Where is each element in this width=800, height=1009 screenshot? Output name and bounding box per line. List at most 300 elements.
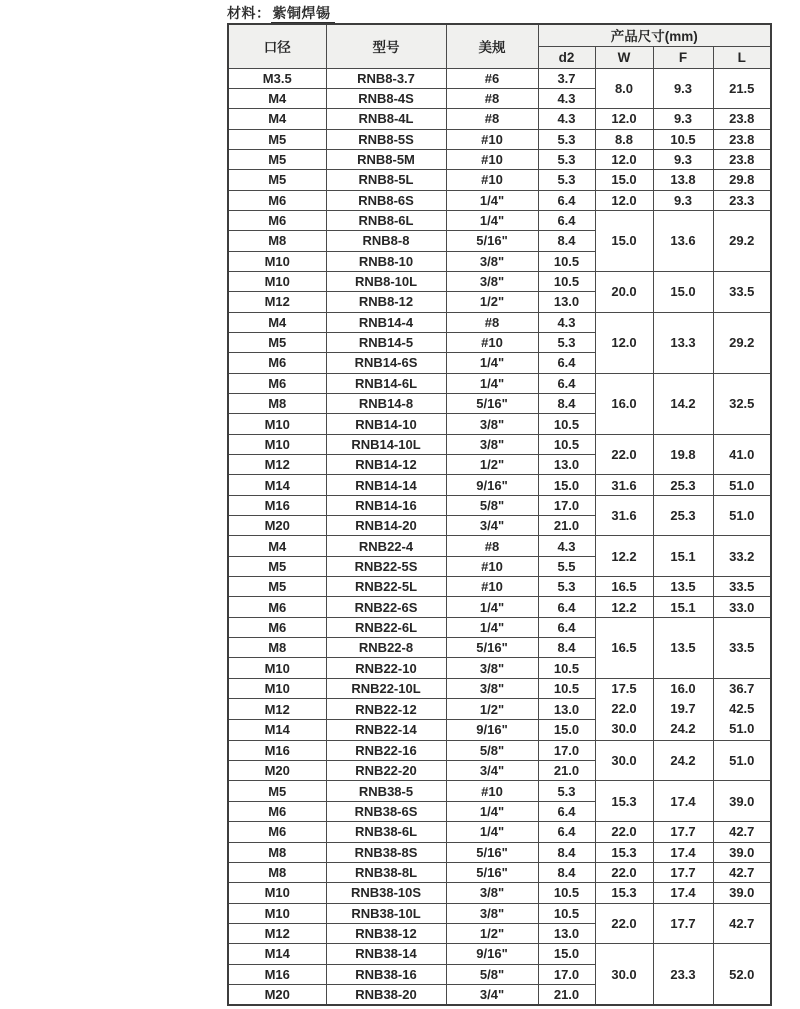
cell-caliber: M10 bbox=[228, 678, 326, 699]
cell-l: 32.5 bbox=[713, 373, 771, 434]
cell-model: RNB14-6L bbox=[326, 373, 446, 393]
cell-caliber: M8 bbox=[228, 638, 326, 658]
cell-us-spec: #10 bbox=[446, 129, 538, 149]
cell-f: 17.7 bbox=[653, 903, 713, 944]
cell-f: 9.3 bbox=[653, 190, 713, 210]
cell-f: 17.7 bbox=[653, 822, 713, 842]
cell-l-value: 42.5 bbox=[729, 701, 755, 717]
cell-d2: 10.5 bbox=[538, 414, 595, 434]
cell-d2: 21.0 bbox=[538, 516, 595, 536]
table-body bbox=[228, 68, 771, 1005]
table-row bbox=[228, 210, 771, 230]
cell-model: RNB8-6L bbox=[326, 210, 446, 230]
table-row bbox=[228, 903, 771, 923]
cell-f: 13.5 bbox=[653, 617, 713, 678]
cell-caliber: M14 bbox=[228, 475, 326, 495]
cell-model: RNB38-6S bbox=[326, 801, 446, 821]
cell-caliber: M12 bbox=[228, 699, 326, 720]
cell-us-spec: 3/8" bbox=[446, 678, 538, 699]
cell-d2: 17.0 bbox=[538, 495, 595, 515]
table-row bbox=[228, 617, 771, 637]
cell-l: 42.7 bbox=[713, 903, 771, 944]
cell-model: RNB38-10L bbox=[326, 903, 446, 923]
cell-w: 12.2 bbox=[595, 536, 653, 577]
cell-d2: 10.5 bbox=[538, 251, 595, 271]
cell-model: RNB14-16 bbox=[326, 495, 446, 515]
cell-caliber: M10 bbox=[228, 883, 326, 903]
table-row bbox=[228, 271, 771, 291]
cell-caliber: M6 bbox=[228, 190, 326, 210]
cell-w: 8.8 bbox=[595, 129, 653, 149]
cell-l: 39.0 bbox=[713, 842, 771, 862]
cell-us-spec: 1/4" bbox=[446, 617, 538, 637]
cell-d2: 4.3 bbox=[538, 88, 595, 108]
cell-model: RNB38-16 bbox=[326, 964, 446, 984]
cell-d2: 4.3 bbox=[538, 536, 595, 556]
cell-us-spec: 1/4" bbox=[446, 801, 538, 821]
cell-d2: 8.4 bbox=[538, 842, 595, 862]
cell-w: 16.5 bbox=[595, 617, 653, 678]
cell-d2: 13.0 bbox=[538, 292, 595, 312]
cell-d2: 15.0 bbox=[538, 475, 595, 495]
cell-us-spec: 5/16" bbox=[446, 394, 538, 414]
header-dimensions-group: 产品尺寸(mm) bbox=[538, 24, 771, 46]
cell-d2: 21.0 bbox=[538, 984, 595, 1004]
table-row bbox=[228, 862, 771, 882]
cell-us-spec: #8 bbox=[446, 312, 538, 332]
cell-l-value: 51.0 bbox=[729, 721, 755, 737]
table-row bbox=[228, 190, 771, 210]
cell-l: 23.8 bbox=[713, 129, 771, 149]
table-row bbox=[228, 597, 771, 617]
table-row bbox=[228, 68, 771, 88]
cell-d2: 6.4 bbox=[538, 801, 595, 821]
cell-l: 33.5 bbox=[713, 577, 771, 597]
cell-us-spec: #10 bbox=[446, 149, 538, 169]
cell-d2: 5.3 bbox=[538, 170, 595, 190]
table-row bbox=[228, 842, 771, 862]
cell-us-spec: 5/16" bbox=[446, 862, 538, 882]
cell-caliber: M5 bbox=[228, 170, 326, 190]
cell-f: 14.2 bbox=[653, 373, 713, 434]
cell-us-spec: 5/16" bbox=[446, 638, 538, 658]
cell-d2: 5.3 bbox=[538, 577, 595, 597]
cell-d2: 8.4 bbox=[538, 394, 595, 414]
cell-f: 23.3 bbox=[653, 944, 713, 1005]
cell-w: 12.0 bbox=[595, 109, 653, 129]
cell-us-spec: 3/8" bbox=[446, 903, 538, 923]
cell-f: 25.3 bbox=[653, 495, 713, 536]
table-row bbox=[228, 149, 771, 169]
table-row bbox=[228, 740, 771, 760]
cell-model: RNB22-5L bbox=[326, 577, 446, 597]
cell-d2: 13.0 bbox=[538, 455, 595, 475]
cell-caliber: M8 bbox=[228, 231, 326, 251]
cell-w: 12.2 bbox=[595, 597, 653, 617]
cell-d2: 21.0 bbox=[538, 761, 595, 781]
cell-caliber: M6 bbox=[228, 801, 326, 821]
cell-caliber: M10 bbox=[228, 434, 326, 454]
cell-caliber: M5 bbox=[228, 781, 326, 801]
table-row bbox=[228, 883, 771, 903]
cell-l: 23.8 bbox=[713, 109, 771, 129]
cell-caliber: M5 bbox=[228, 577, 326, 597]
cell-model: RNB38-20 bbox=[326, 984, 446, 1004]
cell-caliber: M12 bbox=[228, 292, 326, 312]
cell-us-spec: 1/4" bbox=[446, 373, 538, 393]
cell-model: RNB22-14 bbox=[326, 720, 446, 741]
header-caliber: 口径 bbox=[228, 24, 326, 68]
cell-d2: 6.4 bbox=[538, 617, 595, 637]
cell-d2: 6.4 bbox=[538, 822, 595, 842]
cell-w: 8.0 bbox=[595, 68, 653, 109]
cell-model: RNB8-5M bbox=[326, 149, 446, 169]
cell-caliber: M16 bbox=[228, 740, 326, 760]
cell-w: 30.0 bbox=[595, 944, 653, 1005]
cell-us-spec: 1/2" bbox=[446, 923, 538, 943]
cell-l: 33.5 bbox=[713, 617, 771, 678]
cell-model: RNB8-4S bbox=[326, 88, 446, 108]
cell-f: 17.7 bbox=[653, 862, 713, 882]
cell-us-spec: 5/16" bbox=[446, 842, 538, 862]
cell-model: RNB38-14 bbox=[326, 944, 446, 964]
cell-d2: 13.0 bbox=[538, 699, 595, 720]
cell-d2: 17.0 bbox=[538, 740, 595, 760]
cell-f: 13.5 bbox=[653, 577, 713, 597]
cell-l: 23.8 bbox=[713, 149, 771, 169]
cell-l-value: 36.7 bbox=[729, 680, 755, 696]
header-model: 型号 bbox=[326, 24, 446, 68]
cell-model: RNB8-6S bbox=[326, 190, 446, 210]
cell-w: 22.0 bbox=[595, 434, 653, 475]
cell-f: 9.3 bbox=[653, 109, 713, 129]
cell-l: 33.2 bbox=[713, 536, 771, 577]
header-l: L bbox=[713, 46, 771, 68]
table-row bbox=[228, 781, 771, 801]
cell-l: 51.0 bbox=[713, 475, 771, 495]
cell-model: RNB38-5 bbox=[326, 781, 446, 801]
cell-model: RNB8-8 bbox=[326, 231, 446, 251]
table-row bbox=[228, 373, 771, 393]
cell-w-value: 17.5 bbox=[611, 680, 637, 696]
cell-f: 17.4 bbox=[653, 883, 713, 903]
cell-us-spec: 3/8" bbox=[446, 251, 538, 271]
product-spec-table bbox=[227, 23, 772, 1006]
cell-f-value: 24.2 bbox=[670, 721, 696, 737]
cell-us-spec: 3/8" bbox=[446, 414, 538, 434]
cell-w-value: 30.0 bbox=[611, 721, 637, 737]
cell-model: RNB38-12 bbox=[326, 923, 446, 943]
cell-f: 17.4 bbox=[653, 781, 713, 822]
cell-l: 51.0 bbox=[713, 740, 771, 781]
cell-model: RNB38-10S bbox=[326, 883, 446, 903]
cell-d2: 8.4 bbox=[538, 862, 595, 882]
cell-us-spec: #10 bbox=[446, 556, 538, 576]
cell-us-spec: 3/8" bbox=[446, 434, 538, 454]
cell-caliber: M6 bbox=[228, 617, 326, 637]
cell-l: 39.0 bbox=[713, 883, 771, 903]
cell-l: 42.7 bbox=[713, 862, 771, 882]
cell-caliber: M6 bbox=[228, 822, 326, 842]
cell-f bbox=[653, 678, 713, 740]
cell-caliber: M16 bbox=[228, 964, 326, 984]
cell-l bbox=[713, 678, 771, 740]
cell-us-spec: #8 bbox=[446, 88, 538, 108]
cell-l: 39.0 bbox=[713, 781, 771, 822]
cell-l: 33.0 bbox=[713, 597, 771, 617]
cell-caliber: M10 bbox=[228, 271, 326, 291]
cell-d2: 10.5 bbox=[538, 883, 595, 903]
cell-d2: 6.4 bbox=[538, 597, 595, 617]
cell-caliber: M12 bbox=[228, 455, 326, 475]
cell-caliber: M16 bbox=[228, 495, 326, 515]
cell-model: RNB14-12 bbox=[326, 455, 446, 475]
cell-l: 33.5 bbox=[713, 271, 771, 312]
cell-model: RNB8-3.7 bbox=[326, 68, 446, 88]
cell-model: RNB8-5L bbox=[326, 170, 446, 190]
cell-w: 12.0 bbox=[595, 190, 653, 210]
cell-caliber: M10 bbox=[228, 903, 326, 923]
table-row bbox=[228, 475, 771, 495]
cell-d2: 10.5 bbox=[538, 434, 595, 454]
cell-d2: 5.3 bbox=[538, 129, 595, 149]
cell-model: RNB8-10L bbox=[326, 271, 446, 291]
table-row bbox=[228, 170, 771, 190]
cell-l: 29.2 bbox=[713, 312, 771, 373]
material-value: 紫铜焊锡 bbox=[271, 5, 335, 23]
cell-w: 31.6 bbox=[595, 475, 653, 495]
cell-w: 31.6 bbox=[595, 495, 653, 536]
table-row bbox=[228, 434, 771, 454]
cell-model: RNB22-20 bbox=[326, 761, 446, 781]
cell-d2: 5.3 bbox=[538, 149, 595, 169]
cell-d2: 13.0 bbox=[538, 923, 595, 943]
cell-f: 17.4 bbox=[653, 842, 713, 862]
cell-d2: 10.5 bbox=[538, 903, 595, 923]
cell-us-spec: 3/8" bbox=[446, 658, 538, 678]
cell-us-spec: 1/2" bbox=[446, 699, 538, 720]
cell-caliber: M4 bbox=[228, 109, 326, 129]
cell-model: RNB38-8S bbox=[326, 842, 446, 862]
header-f: F bbox=[653, 46, 713, 68]
cell-us-spec: 1/4" bbox=[446, 210, 538, 230]
cell-f: 13.3 bbox=[653, 312, 713, 373]
table-header bbox=[228, 24, 771, 68]
cell-f: 9.3 bbox=[653, 68, 713, 109]
cell-f: 15.1 bbox=[653, 597, 713, 617]
cell-us-spec: 3/4" bbox=[446, 984, 538, 1004]
cell-l: 21.5 bbox=[713, 68, 771, 109]
cell-model: RNB22-6S bbox=[326, 597, 446, 617]
cell-f: 15.1 bbox=[653, 536, 713, 577]
cell-model: RNB22-12 bbox=[326, 699, 446, 720]
cell-d2: 6.4 bbox=[538, 353, 595, 373]
cell-caliber: M14 bbox=[228, 944, 326, 964]
cell-f-value: 16.0 bbox=[670, 680, 696, 696]
cell-d2: 10.5 bbox=[538, 658, 595, 678]
cell-d2: 4.3 bbox=[538, 312, 595, 332]
cell-model: RNB22-10L bbox=[326, 678, 446, 699]
material-label: 材料： bbox=[227, 5, 271, 21]
cell-w: 15.0 bbox=[595, 170, 653, 190]
table-row bbox=[228, 536, 771, 556]
cell-model: RNB22-5S bbox=[326, 556, 446, 576]
cell-f: 19.8 bbox=[653, 434, 713, 475]
cell-caliber: M10 bbox=[228, 251, 326, 271]
cell-model: RNB14-10 bbox=[326, 414, 446, 434]
cell-l: 29.8 bbox=[713, 170, 771, 190]
cell-caliber: M4 bbox=[228, 312, 326, 332]
cell-caliber: M5 bbox=[228, 129, 326, 149]
cell-us-spec: 5/8" bbox=[446, 495, 538, 515]
cell-w: 15.3 bbox=[595, 842, 653, 862]
cell-d2: 6.4 bbox=[538, 190, 595, 210]
cell-model: RNB14-20 bbox=[326, 516, 446, 536]
cell-us-spec: 9/16" bbox=[446, 944, 538, 964]
cell-us-spec: 1/4" bbox=[446, 822, 538, 842]
cell-us-spec: #10 bbox=[446, 781, 538, 801]
cell-w: 22.0 bbox=[595, 903, 653, 944]
cell-l: 51.0 bbox=[713, 495, 771, 536]
cell-us-spec: 3/8" bbox=[446, 271, 538, 291]
cell-model: RNB8-5S bbox=[326, 129, 446, 149]
cell-w: 12.0 bbox=[595, 312, 653, 373]
cell-d2: 6.4 bbox=[538, 373, 595, 393]
cell-caliber: M8 bbox=[228, 862, 326, 882]
cell-l: 41.0 bbox=[713, 434, 771, 475]
cell-d2: 8.4 bbox=[538, 638, 595, 658]
cell-us-spec: 9/16" bbox=[446, 720, 538, 741]
cell-caliber: M6 bbox=[228, 353, 326, 373]
cell-us-spec: 3/8" bbox=[446, 883, 538, 903]
cell-model: RNB14-14 bbox=[326, 475, 446, 495]
cell-us-spec: 3/4" bbox=[446, 516, 538, 536]
cell-l: 52.0 bbox=[713, 944, 771, 1005]
cell-d2: 17.0 bbox=[538, 964, 595, 984]
table-row bbox=[228, 109, 771, 129]
cell-f: 13.8 bbox=[653, 170, 713, 190]
cell-d2: 5.5 bbox=[538, 556, 595, 576]
header-us-spec: 美规 bbox=[446, 24, 538, 68]
cell-w: 16.5 bbox=[595, 577, 653, 597]
header-d2: d2 bbox=[538, 46, 595, 68]
cell-caliber: M20 bbox=[228, 761, 326, 781]
cell-caliber: M12 bbox=[228, 923, 326, 943]
cell-d2: 10.5 bbox=[538, 271, 595, 291]
table-row bbox=[228, 312, 771, 332]
cell-f: 25.3 bbox=[653, 475, 713, 495]
cell-caliber: M5 bbox=[228, 332, 326, 352]
cell-w: 16.0 bbox=[595, 373, 653, 434]
header-w: W bbox=[595, 46, 653, 68]
cell-d2: 8.4 bbox=[538, 231, 595, 251]
cell-us-spec: #8 bbox=[446, 536, 538, 556]
cell-us-spec: #10 bbox=[446, 332, 538, 352]
cell-f: 15.0 bbox=[653, 271, 713, 312]
cell-w bbox=[595, 678, 653, 740]
table-row bbox=[228, 678, 771, 699]
cell-f: 9.3 bbox=[653, 149, 713, 169]
cell-caliber: M5 bbox=[228, 149, 326, 169]
cell-caliber: M10 bbox=[228, 414, 326, 434]
cell-model: RNB22-16 bbox=[326, 740, 446, 760]
cell-caliber: M20 bbox=[228, 516, 326, 536]
cell-us-spec: 1/4" bbox=[446, 597, 538, 617]
cell-d2: 5.3 bbox=[538, 332, 595, 352]
cell-d2: 6.4 bbox=[538, 210, 595, 230]
cell-model: RNB8-4L bbox=[326, 109, 446, 129]
cell-d2: 15.0 bbox=[538, 944, 595, 964]
cell-model: RNB22-6L bbox=[326, 617, 446, 637]
cell-model: RNB8-10 bbox=[326, 251, 446, 271]
cell-l: 42.7 bbox=[713, 822, 771, 842]
cell-caliber: M6 bbox=[228, 373, 326, 393]
cell-us-spec: #10 bbox=[446, 170, 538, 190]
cell-w: 15.0 bbox=[595, 210, 653, 271]
cell-model: RNB22-8 bbox=[326, 638, 446, 658]
cell-w: 22.0 bbox=[595, 862, 653, 882]
cell-caliber: M20 bbox=[228, 984, 326, 1004]
cell-us-spec: 9/16" bbox=[446, 475, 538, 495]
cell-l: 23.3 bbox=[713, 190, 771, 210]
cell-model: RNB38-6L bbox=[326, 822, 446, 842]
cell-caliber: M5 bbox=[228, 556, 326, 576]
cell-d2: 10.5 bbox=[538, 678, 595, 699]
cell-f: 10.5 bbox=[653, 129, 713, 149]
table-row bbox=[228, 495, 771, 515]
cell-caliber: M14 bbox=[228, 720, 326, 741]
cell-d2: 3.7 bbox=[538, 68, 595, 88]
cell-us-spec: 5/8" bbox=[446, 964, 538, 984]
cell-w: 12.0 bbox=[595, 149, 653, 169]
cell-us-spec: #6 bbox=[446, 68, 538, 88]
cell-caliber: M6 bbox=[228, 597, 326, 617]
cell-caliber: M10 bbox=[228, 658, 326, 678]
cell-us-spec: 1/2" bbox=[446, 292, 538, 312]
cell-d2: 5.3 bbox=[538, 781, 595, 801]
cell-caliber: M4 bbox=[228, 88, 326, 108]
cell-model: RNB8-12 bbox=[326, 292, 446, 312]
cell-w: 22.0 bbox=[595, 822, 653, 842]
cell-model: RNB14-8 bbox=[326, 394, 446, 414]
cell-caliber: M4 bbox=[228, 536, 326, 556]
material-title bbox=[227, 3, 335, 23]
cell-caliber: M6 bbox=[228, 210, 326, 230]
cell-d2: 15.0 bbox=[538, 720, 595, 741]
cell-us-spec: #10 bbox=[446, 577, 538, 597]
cell-caliber: M8 bbox=[228, 394, 326, 414]
table-row bbox=[228, 129, 771, 149]
cell-us-spec: 3/4" bbox=[446, 761, 538, 781]
cell-w: 15.3 bbox=[595, 883, 653, 903]
cell-model: RNB22-4 bbox=[326, 536, 446, 556]
cell-model: RNB22-10 bbox=[326, 658, 446, 678]
cell-caliber: M3.5 bbox=[228, 68, 326, 88]
cell-us-spec: 5/8" bbox=[446, 740, 538, 760]
cell-caliber: M8 bbox=[228, 842, 326, 862]
cell-model: RNB14-6S bbox=[326, 353, 446, 373]
cell-us-spec: 1/2" bbox=[446, 455, 538, 475]
cell-model: RNB14-5 bbox=[326, 332, 446, 352]
cell-model: RNB14-4 bbox=[326, 312, 446, 332]
cell-model: RNB14-10L bbox=[326, 434, 446, 454]
cell-w: 30.0 bbox=[595, 740, 653, 781]
cell-model: RNB38-8L bbox=[326, 862, 446, 882]
cell-f: 24.2 bbox=[653, 740, 713, 781]
cell-f: 13.6 bbox=[653, 210, 713, 271]
cell-w: 15.3 bbox=[595, 781, 653, 822]
table-row bbox=[228, 577, 771, 597]
